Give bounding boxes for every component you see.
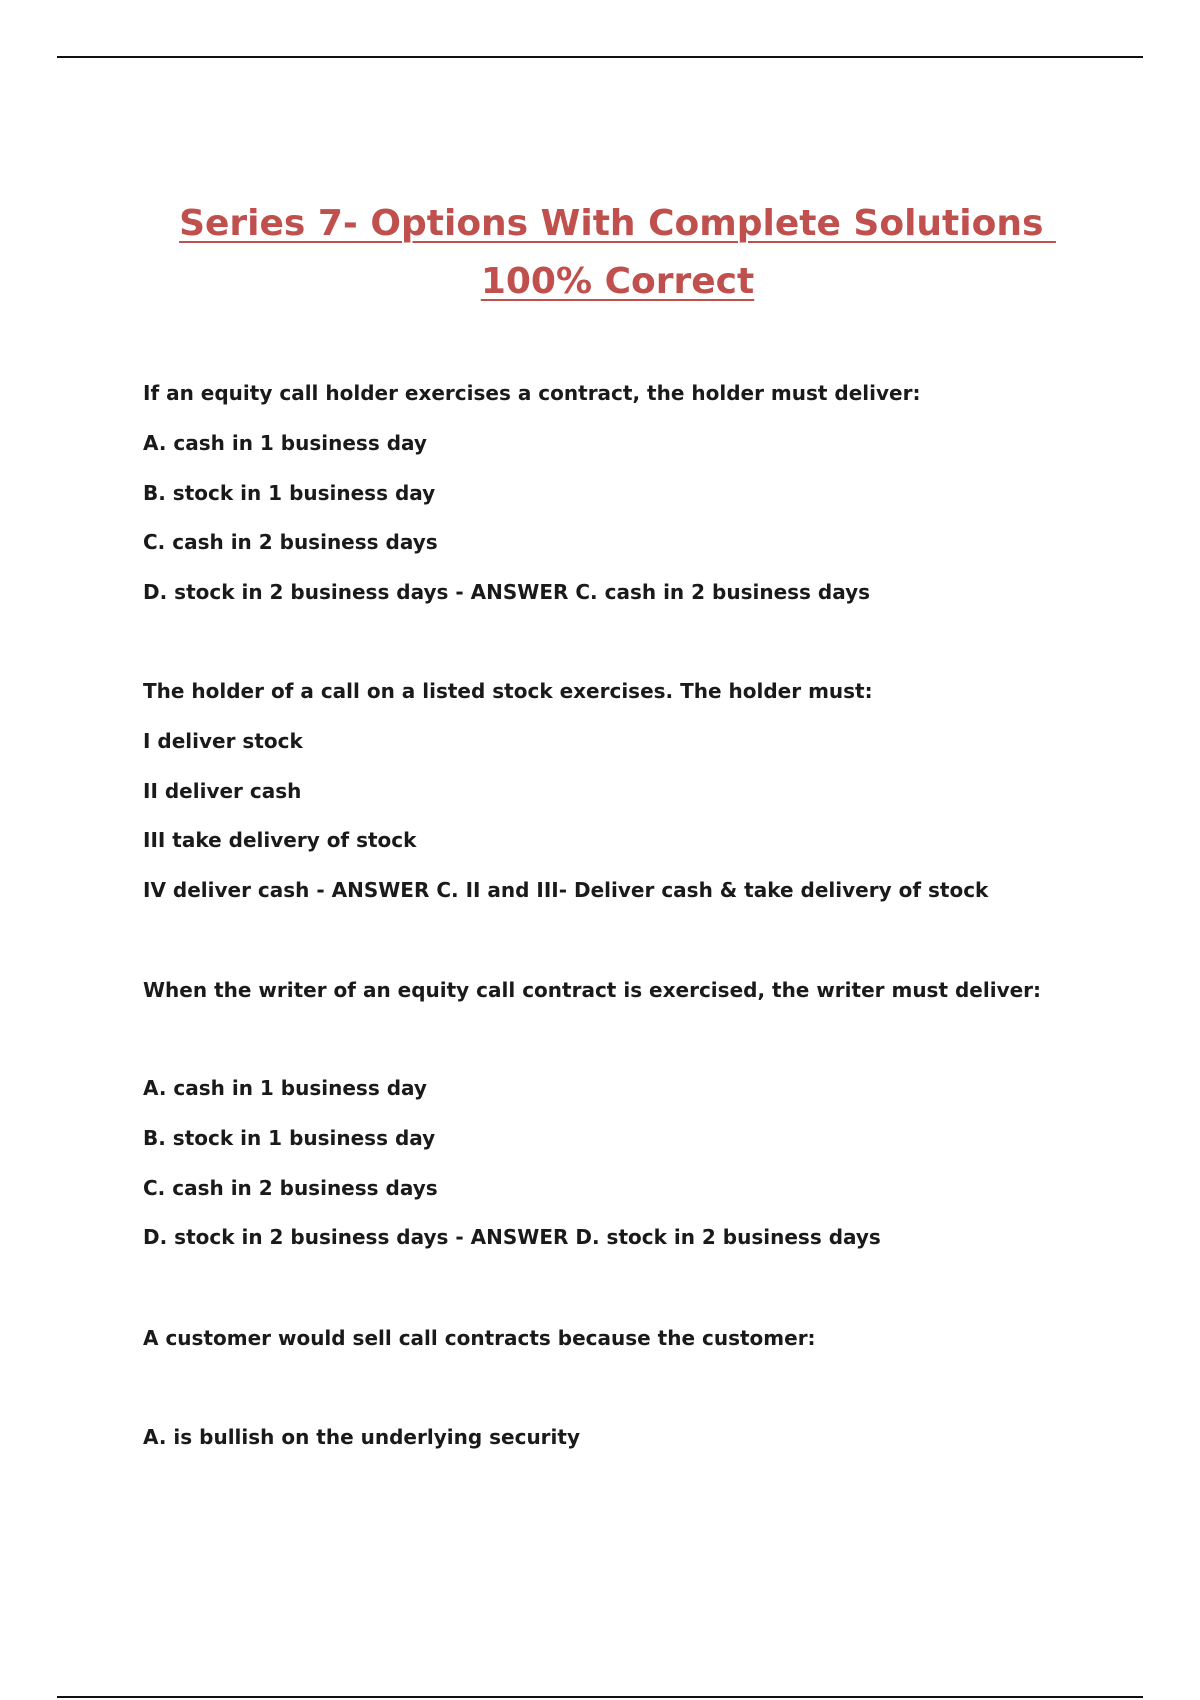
title-line-1: Series 7- Options With Complete Solutions bbox=[179, 203, 1056, 244]
question-1-prompt: If an equity call holder exercises a contract, the holder must deliver: bbox=[143, 381, 921, 405]
question-2-prompt: The holder of a call on a listed stock exercises. The holder must: bbox=[143, 679, 873, 703]
bottom-rule bbox=[57, 1696, 1143, 1698]
question-2-option-i: I deliver stock bbox=[143, 729, 303, 753]
question-3-option-a: A. cash in 1 business day bbox=[143, 1076, 427, 1100]
question-1-option-d-answer: D. stock in 2 business days - ANSWER C. cash in 2 business days bbox=[143, 580, 871, 604]
question-2-option-ii: II deliver cash bbox=[143, 779, 302, 803]
question-4-prompt: A customer would sell call contracts because the customer: bbox=[143, 1326, 816, 1350]
question-2-option-iii: III take delivery of stock bbox=[143, 828, 417, 852]
question-4-option-a: A. is bullish on the underlying security bbox=[143, 1425, 580, 1449]
question-1-option-c: C. cash in 2 business days bbox=[143, 530, 438, 554]
question-1-option-b: B. stock in 1 business day bbox=[143, 481, 436, 505]
question-3-option-d-answer: D. stock in 2 business days - ANSWER D. stock in 2 business days bbox=[143, 1225, 881, 1249]
question-3-option-b: B. stock in 1 business day bbox=[143, 1126, 436, 1150]
question-2-option-iv-answer: IV deliver cash - ANSWER C. II and III- Deliver cash & take delivery of stock bbox=[143, 878, 989, 902]
top-rule bbox=[57, 56, 1143, 58]
title-line-2: 100% Correct bbox=[480, 261, 755, 302]
document-title bbox=[0, 195, 1200, 311]
question-3-prompt: When the writer of an equity call contract is exercised, the writer must deliver: bbox=[143, 978, 1042, 1002]
question-1-option-a: A. cash in 1 business day bbox=[143, 431, 427, 455]
question-3-option-c: C. cash in 2 business days bbox=[143, 1176, 438, 1200]
